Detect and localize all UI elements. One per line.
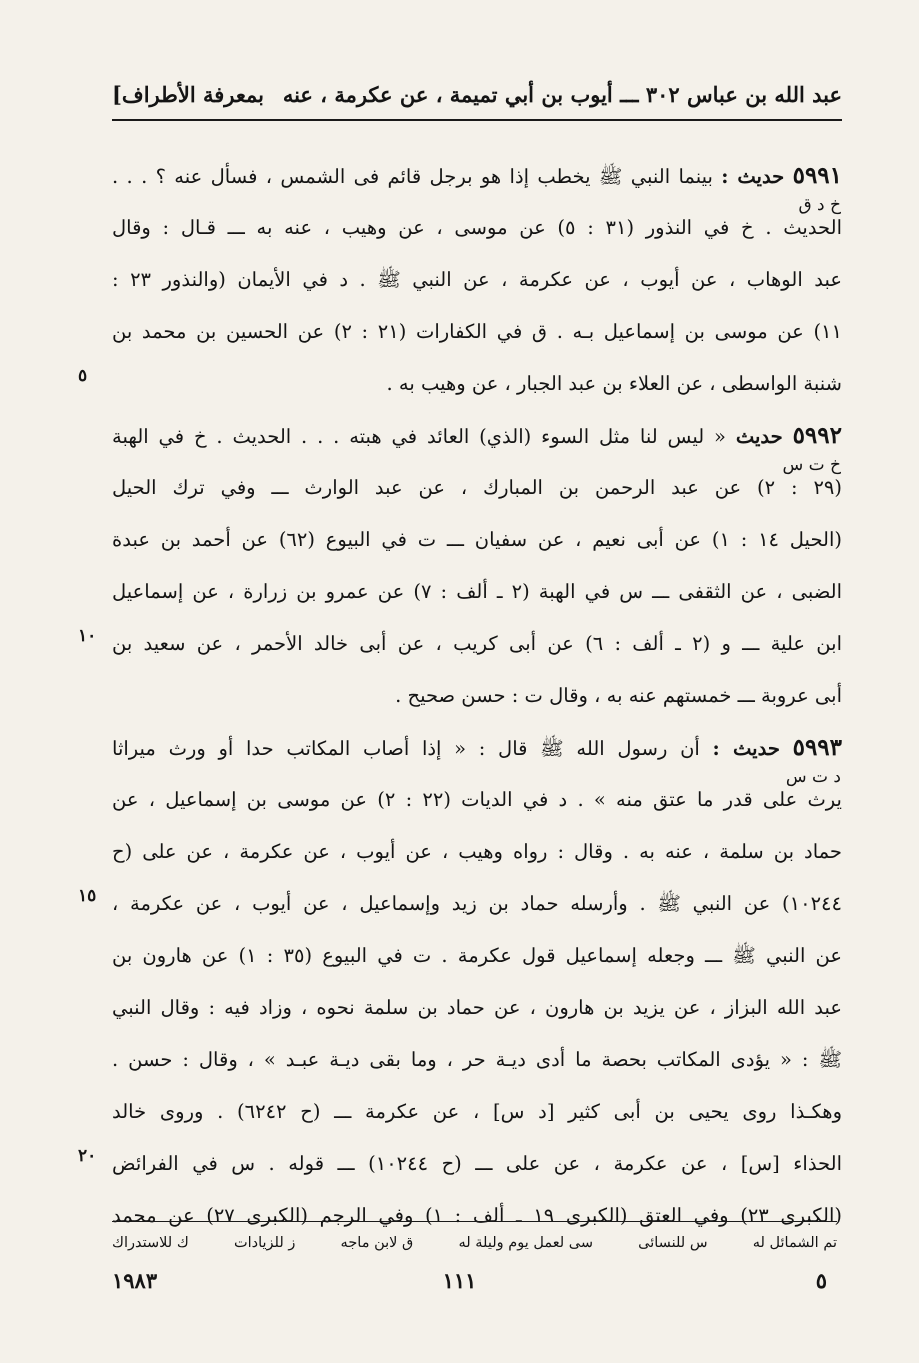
margin-sigla: خ ت س	[782, 455, 841, 475]
margin-line-number: ١٥	[78, 886, 97, 906]
header-right-text: عبد الله بن عباس ٣٠٢ ـــ أيوب بن أبي تميمة ، عن عكرمة ، عنه	[282, 81, 842, 107]
text-line: عبد الوهاب ، عن أيوب ، عن عكرمة ، عن النبي ﷺ . د في الأيمان (والنذور ٢٣ :	[112, 268, 842, 291]
legend-item: تم الشمائل له	[752, 1235, 837, 1251]
legend-item: سى لعمل يوم وليلة له	[458, 1235, 593, 1251]
running-header	[112, 74, 842, 114]
text-line: (الكبرى ٢٣) وفي العتق (الكبرى ١٩ ـ ألف : ١) وفي الرجم (الكبرى ٢٧) عن محمد	[112, 1204, 842, 1227]
text-line: ١٠٢٤٤) عن النبي ﷺ . وأرسله حماد بن زيد وإسماعيل ، عن أيوب ، عن عكرمة ،	[112, 892, 842, 915]
volume-number: ٥	[815, 1268, 827, 1293]
hadith-number: ٥٩٩١	[792, 162, 842, 189]
text-line: وهكـذا روى يحيى بن أبى كثير [د س] ، عن عكرمة ـــ (ح ٦٢٤٢) . وروى خالد	[112, 1100, 842, 1123]
margin-line-number: ٥	[78, 366, 88, 386]
text-line: حماد بن سلمة ، عنه به . وقال : رواه وهيب ، عن أيوب ، عن عكرمة ، عن على (ح	[112, 840, 842, 863]
legend-item: ك للاستدراك	[112, 1235, 189, 1251]
line-text: أن رسول الله ﷺ قال : « إذا أصاب المكاتب حدا أو ورث ميراثا	[112, 737, 700, 760]
hadith-number: ٥٩٩٢	[792, 422, 842, 449]
text-line: ١١) عن موسى بن إسماعيل بـه . ق في الكفارات (٢١ : ٢) عن الحسين بن محمد بن	[112, 320, 842, 343]
text-line: الضبى ، عن الثقفى ـــ س في الهبة (٢ ـ ألف : ٧) عن عمرو بن زرارة ، عن إسماعيل	[112, 580, 842, 603]
text-line: (الحيل ١٤ : ١) عن أبى نعيم ، عن سفيان ـــ ت في البيوع (٦٢) عن أحمد بن عبدة	[112, 528, 842, 551]
text-line: عن النبي ﷺ ـــ وجعله إسماعيل قول عكرمة . ت في البيوع (٣٥ : ١) عن هارون بن	[112, 944, 842, 967]
hadith-label: حديث	[735, 425, 783, 448]
legend-item: س للنسائى	[638, 1235, 708, 1251]
text-line	[112, 150, 842, 202]
legend-item: ق لابن ماجه	[340, 1235, 414, 1251]
page-number: ١١١	[442, 1268, 477, 1293]
text-line: يرث على قدر ما عتق منه » . د في الديات (٢٢ : ٢) عن موسى بن إسماعيل ، عن	[112, 788, 842, 811]
text-line: ابن علية ـــ و (٢ ـ ألف : ٦) عن أبى كريب ، عن أبى خالد الأحمر ، عن سعيد بن	[112, 632, 842, 655]
footer-rule	[112, 1221, 837, 1222]
legend-item: ز للزيادات	[233, 1235, 296, 1251]
text-line: شنبة الواسطى ، عن العلاء بن عبد الجبار ، عن وهيب به .	[386, 372, 842, 395]
hadith-body	[112, 150, 842, 1242]
margin-sigla: د ت س	[785, 767, 841, 787]
text-line: (٢٩ : ٢) عن عبد الرحمن بن المبارك ، عن عبد الوارث ـــ وفي ترك الحيل	[112, 476, 842, 499]
sigla-legend	[112, 1228, 837, 1258]
text-line	[112, 410, 842, 462]
header-rule	[112, 119, 842, 121]
margin-line-number: ٢٠	[78, 1146, 97, 1166]
line-text: بينما النبي ﷺ يخطب إذا هو برجل قائم فى الشمس ، فسأل عنه ؟ . . .	[112, 165, 713, 188]
line-text: « ليس لنا مثل السوء (الذي) العائد في هبته . . . الحديث . خ في الهبة	[112, 425, 726, 448]
text-line: الحديث . خ في النذور (٣١ : ٥) عن موسى ، عن وهيب ، عنه به ـــ قـال : وقال	[112, 216, 842, 239]
margin-sigla: خ د ق	[798, 195, 841, 215]
text-line: عبد الله البزاز ، عن يزيد بن هارون ، عن حماد بن سلمة نحوه ، وزاد فيه : وقال النبي	[112, 996, 842, 1019]
hadith-label: حديث :	[712, 737, 780, 760]
volume-code: ١٩٨٣	[112, 1268, 158, 1293]
hadith-label: حديث :	[721, 165, 785, 188]
text-line: الحذاء [س] ، عن عكرمة ، عن على ـــ (ح ١٠٢٤٤) ـــ قوله . س في الفرائض	[112, 1152, 842, 1175]
header-left-text: بمعرفة الأطراف]	[112, 81, 264, 107]
text-line	[112, 722, 842, 774]
hadith-number: ٥٩٩٣	[792, 734, 842, 761]
text-line: ﷺ : « يؤدى المكاتب بحصة ما أدى ديـة حر ، وما بقى ديـة عبـد » ، وقال : حسن .	[112, 1048, 842, 1071]
text-line: أبى عروبة ـــ خمستهم عنه به ، وقال ت : حسن صحيح .	[395, 684, 842, 707]
margin-line-number: ١٠	[78, 626, 97, 646]
